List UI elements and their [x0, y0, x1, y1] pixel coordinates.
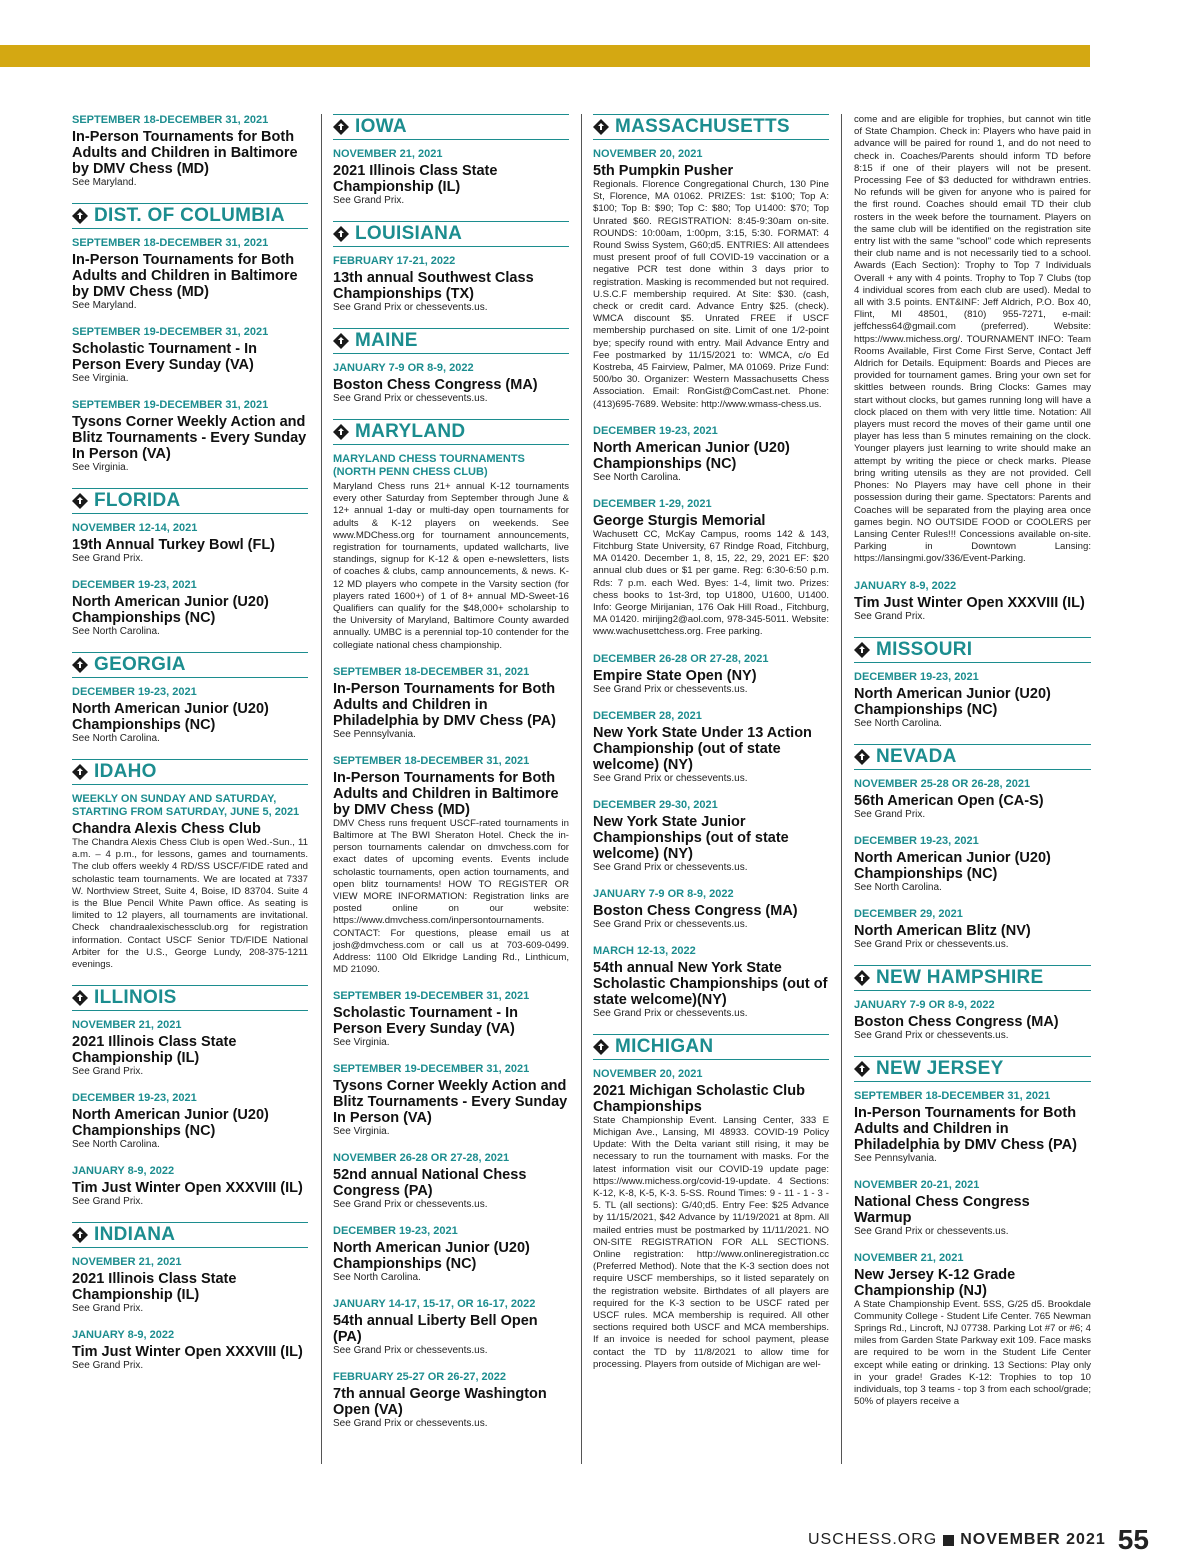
- event-reference: See Grand Prix or chessevents.us.: [333, 393, 488, 404]
- event-title: North American Junior (U20) Championships (NC): [854, 849, 1051, 882]
- event-date: NOVEMBER 21, 2021: [854, 1251, 964, 1264]
- event-reference: See Pennsylvania.: [854, 1152, 937, 1164]
- state-header-massachusetts: [593, 114, 829, 140]
- event-listing: [333, 1063, 569, 1138]
- road-sign-icon: [593, 119, 609, 135]
- event-listing: [333, 148, 569, 207]
- event-date: NOVEMBER 20, 2021: [593, 148, 703, 160]
- event-date: DECEMBER 19-23, 2021: [72, 579, 197, 591]
- event-title: George Sturgis Memorial: [593, 512, 766, 529]
- event-title: North American Junior (U20) Championships (NC): [333, 1240, 530, 1273]
- state-name: MISSOURI: [876, 638, 973, 660]
- event-listing: [333, 666, 569, 741]
- event-listing: [72, 1165, 308, 1208]
- event-reference: See Grand Prix or chessevents.us.: [593, 861, 748, 873]
- event-listing: [854, 1090, 1091, 1165]
- column-4: [854, 114, 1091, 1422]
- event-listing: [593, 653, 829, 696]
- event-listing: [333, 1371, 569, 1430]
- event-listing: [854, 580, 1091, 623]
- event-listing: [854, 114, 1091, 566]
- event-date: DECEMBER 19-23, 2021: [854, 670, 979, 683]
- event-date: JANUARY 8-9, 2022: [854, 579, 957, 592]
- event-listing: [854, 778, 1091, 821]
- event-listing: [854, 908, 1091, 951]
- state-header-iowa: [333, 114, 569, 140]
- event-listing: [333, 990, 569, 1049]
- event-title: 2021 Illinois Class State Championship (IL): [72, 1271, 237, 1304]
- event-date: SEPTEMBER 19-DECEMBER 31, 2021: [72, 326, 269, 338]
- event-reference: See Grand Prix or chessevents.us.: [854, 1225, 1009, 1237]
- event-reference: See North Carolina.: [854, 881, 942, 893]
- event-listing: [593, 945, 829, 1020]
- event-reference: See Grand Prix.: [72, 1196, 144, 1208]
- event-date: SEPTEMBER 19-DECEMBER 31, 2021: [333, 990, 530, 1003]
- state-name: MAINE: [355, 330, 418, 351]
- road-sign-icon: [333, 119, 349, 135]
- event-reference: See Grand Prix or chessevents.us.: [854, 938, 1009, 950]
- event-date: JANUARY 7-9 OR 8-9, 2022: [854, 998, 995, 1011]
- state-header-michigan: [593, 1034, 829, 1060]
- event-title: North American Blitz (NV): [854, 922, 1031, 939]
- state-header-illinois: [72, 985, 308, 1011]
- event-title: Chandra Alexis Chess Club: [72, 821, 261, 837]
- event-listing: [854, 999, 1091, 1042]
- event-reference: See North Carolina.: [593, 471, 681, 483]
- event-date: NOVEMBER 20, 2021: [593, 1067, 703, 1080]
- event-listing: [854, 671, 1091, 730]
- event-reference: See Maryland.: [72, 177, 137, 188]
- state-name: NEW JERSEY: [876, 1057, 1004, 1079]
- state-name: MARYLAND: [355, 421, 466, 442]
- event-date: FEBRUARY 25-27 OR 26-27, 2022: [333, 1371, 507, 1384]
- column-3: [593, 114, 829, 1385]
- event-reference: See Grand Prix or chessevents.us.: [333, 1418, 488, 1430]
- event-title: Boston Chess Congress (MA): [854, 1013, 1059, 1030]
- event-listing: [72, 1256, 308, 1315]
- event-date: NOVEMBER 12-14, 2021: [72, 522, 198, 534]
- state-header-idaho: [72, 759, 308, 785]
- event-date: SEPTEMBER 19-DECEMBER 31, 2021: [333, 1063, 530, 1076]
- event-reference: See Grand Prix or chessevents.us.: [333, 1345, 488, 1357]
- event-title: 13th annual Southwest Class Championships (TX): [333, 270, 534, 302]
- event-details: DMV Chess runs frequent USCF-rated tournaments in Baltimore at The BWI Sheraton Hotel. Check the in-person tournaments calendar on dmvchess.com for exact dates of upcoming events. Events include scholastic tournaments, open action tournaments, and open blitz tournaments! HOW TO REGISTER OR VIEW MORE INFORMATION: Registration links are posted online on our website: https://www.dmvchess.com/inpersontournaments. CONTACT: For questions, please email us at josh@dmvchess.com or call us at 703-609-0499. Address: 1100 Old Elkridge Landing Rd., Linthicum, MD 21090.: [333, 817, 569, 976]
- road-sign-icon: [854, 970, 870, 986]
- event-date: SEPTEMBER 18-DECEMBER 31, 2021: [854, 1089, 1051, 1102]
- column-divider: [841, 114, 842, 1464]
- state-header-dc: [72, 203, 308, 229]
- page-footer: [808, 1524, 1149, 1556]
- event-listing: [72, 326, 308, 385]
- event-date: JANUARY 14-17, 15-17, OR 16-17, 2022: [333, 1298, 536, 1311]
- event-title: In-Person Tournaments for Both Adults and Children in Baltimore by DMV Chess (MD): [72, 252, 298, 300]
- event-date: NOVEMBER 26-28 OR 27-28, 2021: [333, 1152, 510, 1165]
- event-title: Empire State Open (NY): [593, 667, 757, 684]
- event-details: State Championship Event. Lansing Center, 333 E Michigan Ave., Lansing, MI 48933. COVID-19 Policy Update: With the Delta variant still rising, it may be necessary to run the tournament with masks. For the latest information visit our COVID-19 update page: https://www.michess.org/covid-19-update. 4 Sections: K-12, K-8, K-5, K-3. 5-SS. Round Times: 9 - 11 - 1 - 3 - 5. TL (all sections): G/40;d5. Entry Fee: $25 Advance by 11/15/2021, $42 Advance by 11/19/2021 at 8pm. All mailed entries must be postmarked by 11/11/2021. NO ON-SITE REGISTRATION FOR ALL SECTIONS. Online registration: http://www.onlineregistration.cc (Preferred Method). Note that the K-3 section does not require USCF memberships, so it listed separately on the registration website. Birthdates of all players are required for the K-3 section to be USCF rated per USCF rules. MCA membership is required. All other sections required both USCF and MCA memberships. If an invoice is needed for school payment, please contact the TD by 11/8/2021 to allow time for processing. Players from outside of Michigan are wel-: [593, 1114, 829, 1370]
- event-title: 2021 Illinois Class State Championship (IL): [72, 1034, 237, 1067]
- event-reference: See Grand Prix.: [72, 553, 144, 564]
- event-details: Wachusett CC, McKay Campus, rooms 142 & 143, Fitchburg State University, 67 Rindge Road, Fitchburg, MA 01420. December 1, 8, 15, 22, 29, 2021 EF: $20 annual club dues or $1 per game. Reg: 6:30-6:50 p.m. Rds: 7 p.m. each Wed. Byes: 1-4, limit two. Prizes: chess books to 1st-3rd, top U1800, U1600, U1400. Info: George Mirijanian, 176 Oak Hill Road., Fitchburg, MA 01420. mirijing2@aol.com, 978-345-5011. Website: www.wachusettchess.org. Free parking.: [593, 528, 829, 638]
- event-date: SEPTEMBER 18-DECEMBER 31, 2021: [333, 754, 530, 767]
- event-title: North American Junior (U20) Championships (NC): [72, 594, 269, 626]
- road-sign-icon: [854, 1061, 870, 1077]
- event-listing: [333, 362, 569, 405]
- event-title: In-Person Tournaments for Both Adults and Children in Baltimore by DMV Chess (MD): [72, 129, 298, 177]
- event-listing: [593, 425, 829, 484]
- state-name: IOWA: [355, 116, 407, 137]
- event-listing: [333, 1298, 569, 1357]
- event-title: In-Person Tournaments for Both Adults and Children in Philadelphia by DMV Chess (PA): [333, 680, 556, 729]
- event-reference: See Grand Prix or chessevents.us.: [854, 1029, 1009, 1041]
- state-name: INDIANA: [94, 1224, 176, 1246]
- event-date: FEBRUARY 17-21, 2022: [333, 255, 456, 267]
- state-header-new-jersey: [854, 1056, 1091, 1082]
- event-title: Tim Just Winter Open XXXVIII (IL): [854, 594, 1085, 611]
- event-date: DECEMBER 1-29, 2021: [593, 497, 712, 510]
- event-listing: [854, 835, 1091, 894]
- event-title: Tysons Corner Weekly Action and Blitz Tournaments - Every Sunday In Person (VA): [72, 414, 307, 462]
- event-date: SEPTEMBER 18-DECEMBER 31, 2021: [72, 237, 269, 249]
- event-title: 19th Annual Turkey Bowl (FL): [72, 537, 276, 553]
- state-header-indiana: [72, 1222, 308, 1248]
- state-name: ILLINOIS: [94, 987, 177, 1009]
- road-sign-icon: [72, 1227, 88, 1243]
- event-reference: See Grand Prix or chessevents.us.: [333, 1199, 488, 1211]
- event-reference: See Grand Prix or chessevents.us.: [593, 772, 748, 784]
- column-divider: [321, 114, 322, 1464]
- event-date: DECEMBER 19-23, 2021: [333, 1225, 458, 1238]
- event-date: SEPTEMBER 18-DECEMBER 31, 2021: [333, 665, 530, 678]
- road-sign-icon: [854, 749, 870, 765]
- event-reference: See Grand Prix or chessevents.us.: [593, 683, 748, 695]
- event-title: North American Junior (U20) Championships (NC): [854, 685, 1051, 718]
- event-reference: See North Carolina.: [333, 1272, 421, 1284]
- event-date: NOVEMBER 21, 2021: [333, 148, 443, 160]
- event-date: SEPTEMBER 19-DECEMBER 31, 2021: [72, 399, 269, 411]
- event-listing: [333, 1225, 569, 1284]
- event-reference: See Virginia.: [333, 1126, 390, 1138]
- event-reference: See Grand Prix.: [333, 195, 405, 206]
- page-number: 55: [1117, 1524, 1149, 1555]
- state-header-new-hampshire: [854, 965, 1091, 991]
- event-date: WEEKLY ON SUNDAY AND SATURDAY, STARTING FROM SATURDAY, JUNE 5, 2021: [72, 793, 300, 818]
- event-listing: [72, 579, 308, 638]
- state-name: IDAHO: [94, 761, 157, 782]
- event-date: SEPTEMBER 18-DECEMBER 31, 2021: [72, 114, 269, 126]
- event-title: 56th American Open (CA-S): [854, 792, 1044, 809]
- state-name: LOUISIANA: [355, 223, 463, 244]
- road-sign-icon: [593, 1039, 609, 1055]
- event-reference: See Grand Prix or chessevents.us.: [333, 302, 488, 313]
- event-listing: [72, 1092, 308, 1151]
- event-date: JANUARY 7-9 OR 8-9, 2022: [593, 887, 734, 900]
- event-title: Tysons Corner Weekly Action and Blitz Tournaments - Every Sunday In Person (VA): [333, 1078, 568, 1127]
- event-reference: See Virginia.: [72, 462, 129, 473]
- event-reference: See North Carolina.: [72, 626, 160, 637]
- header-accent-bar: [0, 45, 1090, 67]
- event-listing: [593, 148, 829, 411]
- event-listing: [593, 498, 829, 639]
- state-header-florida: [72, 488, 308, 514]
- event-listing: [333, 1152, 569, 1211]
- event-title: In-Person Tournaments for Both Adults and Children in Baltimore by DMV Chess (MD): [333, 769, 559, 818]
- event-reference: See Pennsylvania.: [333, 728, 416, 740]
- state-header-georgia: [72, 652, 308, 678]
- state-name: NEW HAMPSHIRE: [876, 966, 1044, 988]
- event-date: DECEMBER 19-23, 2021: [72, 686, 197, 698]
- event-reference: See Grand Prix or chessevents.us.: [593, 918, 748, 930]
- event-reference: See Maryland.: [72, 300, 137, 311]
- event-date: JANUARY 7-9 OR 8-9, 2022: [333, 362, 474, 374]
- event-details: A State Championship Event. 5SS, G/25 d5. Brookdale Community College - Student Life Center. 765 Newman Springs Rd., Lincroft, NJ 07738. Parking Lot #7 or #6; 4 miles from Garden State Parkway exit 109. Face masks are required to be worn in the Student Life Center except while eating or drinking. 13 Sections: Play only in your grade! Grades K-12: Trophies to top 10 individuals, top 3 teams - top 3 from each school/grade; 50% of players receive a: [854, 1298, 1091, 1408]
- event-title: 5th Pumpkin Pusher: [593, 163, 734, 179]
- event-reference: See North Carolina.: [72, 1139, 160, 1151]
- event-listing: [593, 888, 829, 931]
- state-name: FLORIDA: [94, 490, 181, 511]
- event-title: 2021 Michigan Scholastic Club Championships: [593, 1082, 805, 1115]
- site-name: USCHESS.ORG: [808, 1531, 938, 1548]
- event-details: The Chandra Alexis Chess Club is open Wed.-Sun., 11 a.m. – 4 p.m., for lessons, games and tournaments. The club offers weekly 4 RD/SS USCF/FIDE rated and scholastic team tournaments. We are located at 7337 W. Northview Street, Suite 4, Boise, ID 83704. Suite 4 is the Blue Pencil White Pawn office. As seating is limited to 12 players, all tournaments are invitational. Check chandraalexischessclub.org for registration information. Contact USCF Senior TD/FIDE National Arbiter for the U.S., George Lundy, 208-375-1211 evenings.: [72, 837, 308, 971]
- event-date: DECEMBER 26-28 OR 27-28, 2021: [593, 652, 769, 665]
- separator-square-icon: [943, 1535, 954, 1546]
- event-date: DECEMBER 29, 2021: [854, 907, 963, 920]
- event-listing: [72, 686, 308, 745]
- road-sign-icon: [72, 208, 88, 224]
- event-listing: [72, 399, 308, 474]
- state-header-louisiana: [333, 221, 569, 247]
- event-reference: See Virginia.: [72, 373, 129, 384]
- event-listing: [72, 793, 308, 971]
- event-date: JANUARY 8-9, 2022: [72, 1329, 175, 1342]
- event-reference: See Grand Prix.: [72, 1066, 144, 1078]
- event-title: 54th annual New York State Scholastic Championships (out of state welcome)(NY): [593, 959, 828, 1008]
- event-title: Scholastic Tournament - In Person Every Sunday (VA): [72, 341, 258, 373]
- event-date: DECEMBER 19-23, 2021: [72, 1092, 197, 1105]
- event-reference: See Grand Prix or chessevents.us.: [593, 1007, 748, 1019]
- issue-month: NOVEMBER 2021: [960, 1531, 1106, 1548]
- column-divider: [581, 114, 582, 1464]
- event-listing: [72, 1019, 308, 1078]
- state-name: MASSACHUSETTS: [615, 116, 790, 137]
- event-details: Regionals. Florence Congregational Church, 130 Pine St, Florence, MA 01062. PRIZES: 1st: $100; Top A: $100; Top B: $90; Top C: $80; Top U1400: $70; Top Unrated $60. REGISTRATION: 8:45-9:30am on-site. ROUNDS: 10:00am, 1:00pm, 3:15, 5:30. FORMAT: 4 Round Swiss System, G60;d5. ENTRIES: All attendees must present proof of full COVID-19 vaccination or a negative PCR test done within 3 days prior to registration. Masking is recommended but not required. U.S.C.F membership required. At Site: $30. (cash, check or credit card. Advance Entry $25. (check). WMCA discount $5. Unrated FREE if USCF membership purchased on site. Limit of one 1/2-point bye; specify round with entry. Mail Advance Entry and Fee postmarked by 11/15/2021 to: WMCA, c/o Ed Kostreba, 45 Fairview, Palmer, MA 01069. Prize Fund: 500/bo 30. Organizer: Western Massachusetts Chess Association. Email: RonGist@ComCast.net. Phone: (413)695-7689. Website: http://www.wmass-chess.us.: [593, 179, 829, 410]
- event-listing: [72, 114, 308, 189]
- event-listing: [593, 799, 829, 874]
- event-listing: [854, 1179, 1091, 1238]
- road-sign-icon: [72, 657, 88, 673]
- event-reference: See Grand Prix.: [72, 1360, 144, 1372]
- road-sign-icon: [333, 333, 349, 349]
- event-listing: [333, 755, 569, 977]
- road-sign-icon: [854, 642, 870, 658]
- event-title: Boston Chess Congress (MA): [333, 377, 538, 393]
- event-title: Tim Just Winter Open XXXVIII (IL): [72, 1344, 303, 1361]
- event-title: Tim Just Winter Open XXXVIII (IL): [72, 1180, 303, 1197]
- event-reference: See North Carolina.: [72, 733, 160, 744]
- column-1: [72, 114, 308, 1386]
- event-title: New York State Under 13 Action Championship (out of state welcome) (NY): [593, 724, 812, 773]
- event-listing: [72, 522, 308, 565]
- event-title: New Jersey K-12 Grade Championship (NJ): [854, 1266, 1016, 1299]
- event-title: New York State Junior Championships (out of state welcome) (NY): [593, 813, 789, 862]
- state-header-nevada: [854, 744, 1091, 770]
- event-listing: [333, 255, 569, 314]
- event-reference: See Grand Prix.: [854, 808, 926, 820]
- event-title: Scholastic Tournament - In Person Every Sunday (VA): [333, 1005, 519, 1038]
- event-details-continued: come and are eligible for trophies, but cannot win title of State Champion. Check in: Players who have paid in advance will be paired for round 1, and do not need to check in. Coaches/Parents should inform TD before 8:15 if one of their players will not be present. Processing Fee of $3 deducted for withdrawn entries. No refunds will be given for anyone who is paired for the first round. Coaches should email TD their club rosters in the week before the tournament. Players on the same club will be identified on the registration site entry list with the same "school" code which represents their club name and is not necessarily tied to a school. Awards (Each Section): Trophy to Top 7 Individuals Overall + any with 4 points. Trophy to Top 7 Clubs (top 4 individual scores from each club are used). Medal to all with 3.5 points. ENT&INF: Jeff Aldrich, P.O. Box 40, Flint, MI 48501, (810) 955-7271, e-mail: jeffchess64@gmail.com (preferred). Website: https://www.michess.org/. TOURNAMENT INFO: Team Rooms Available, First Come First Serve, Contact Jeff Aldrich for Details. Equipment: Boards and Pieces are provided for tournament games. Bring your own set for skittles between rounds. Bring Clocks: Games may start without clocks, but games running long will have a clock placed on them with very little time. Notation: All players must record the moves of their game until one player has less than 5 minutes remaining on the clock. Younger players just learning to write should make an attempt by writing the piece or check marks. Please bring writing utensils as they are not provided. Cell Phones: No Players may have cell phone in their possession during their game. Spectators: Parents and Coaches will be separated from the playing area once games begin. NO OUTSIDE FOOD or COOLERS per Lansing Center Rules!!! Concessions available on-site. Parking in Downtown Lansing: https://lansingmi.gov/336/Event-Parking.: [854, 114, 1091, 565]
- event-title: 54th annual Liberty Bell Open (PA): [333, 1313, 538, 1346]
- event-title: Boston Chess Congress (MA): [593, 902, 798, 919]
- event-listing: [72, 237, 308, 312]
- column-2: [333, 114, 569, 1444]
- event-date: MARYLAND CHESS TOURNAMENTS (NORTH PENN CHESS CLUB): [333, 453, 525, 478]
- road-sign-icon: [333, 226, 349, 242]
- event-listing: [593, 710, 829, 785]
- road-sign-icon: [72, 493, 88, 509]
- event-reference: See Grand Prix.: [854, 610, 926, 622]
- event-listing: [72, 1329, 308, 1372]
- event-listing: [854, 1252, 1091, 1409]
- state-name: DIST. OF COLUMBIA: [94, 205, 285, 226]
- event-title: North American Junior (U20) Championships (NC): [72, 1107, 269, 1140]
- state-header-maine: [333, 328, 569, 354]
- event-title: National Chess Congress Warmup: [854, 1193, 1030, 1226]
- event-title: 2021 Illinois Class State Championship (IL): [333, 163, 498, 195]
- event-listing: [333, 453, 569, 652]
- event-date: NOVEMBER 21, 2021: [72, 1019, 182, 1032]
- event-reference: See Virginia.: [333, 1037, 390, 1049]
- state-name: NEVADA: [876, 745, 957, 767]
- event-date: NOVEMBER 20-21, 2021: [854, 1178, 980, 1191]
- event-details: Maryland Chess runs 21+ annual K-12 tournaments every other Saturday from September through June & 12+ annual 1-day or multi-day open tournaments for adults & K-12 players on weekends. See www.MDChess.org for tournament announcements, registration for tournaments, updated wallcharts, live standings, signup for K-12 & open e-newsletters, lists of coaches & clubs, camp announcements, & news. K-12 MD players who compete in the Varsity section (for players rated 1600+) of 1 of 8+ annual MD-Sweet-16 Qualifiers can qualify for the $48,000+ scholarship to the University of Maryland, Baltimore County awarded annually. UMBC is a perennial top-10 contender for the collegiate national chess championship.: [333, 481, 569, 651]
- road-sign-icon: [72, 764, 88, 780]
- event-title: North American Junior (U20) Championships (NC): [593, 439, 790, 472]
- event-reference: See North Carolina.: [854, 717, 942, 729]
- event-date: DECEMBER 19-23, 2021: [854, 834, 979, 847]
- event-title: 7th annual George Washington Open (VA): [333, 1386, 547, 1419]
- event-title: North American Junior (U20) Championships (NC): [72, 701, 269, 733]
- state-header-missouri: [854, 637, 1091, 663]
- event-date: MARCH 12-13, 2022: [593, 944, 696, 957]
- state-header-maryland: [333, 419, 569, 445]
- road-sign-icon: [333, 424, 349, 440]
- state-name: GEORGIA: [94, 654, 186, 675]
- event-listing: [593, 1068, 829, 1371]
- event-date: DECEMBER 29-30, 2021: [593, 798, 718, 811]
- road-sign-icon: [72, 990, 88, 1006]
- event-date: JANUARY 8-9, 2022: [72, 1165, 175, 1178]
- event-reference: See Grand Prix.: [72, 1303, 144, 1315]
- event-date: DECEMBER 28, 2021: [593, 709, 702, 722]
- event-title: 52nd annual National Chess Congress (PA): [333, 1167, 527, 1200]
- event-date: NOVEMBER 25-28 OR 26-28, 2021: [854, 777, 1031, 790]
- event-title: In-Person Tournaments for Both Adults and Children in Philadelphia by DMV Chess (PA): [854, 1104, 1077, 1153]
- event-date: NOVEMBER 21, 2021: [72, 1256, 182, 1269]
- state-name: MICHIGAN: [615, 1035, 714, 1057]
- event-date: DECEMBER 19-23, 2021: [593, 424, 718, 437]
